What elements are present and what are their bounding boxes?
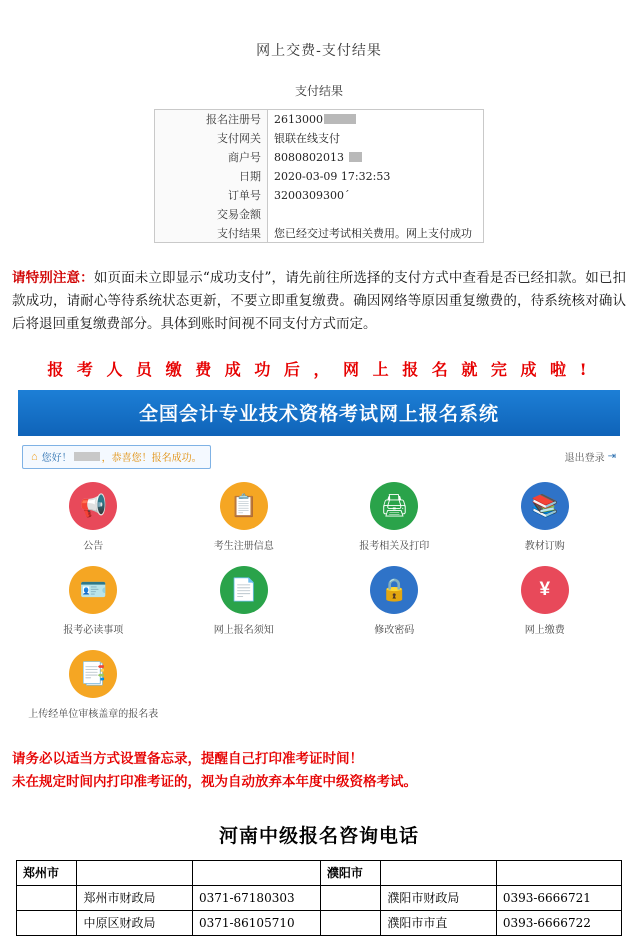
system-userbar <box>18 442 620 472</box>
upload-doc-icon: 📑 <box>69 650 117 698</box>
table-row <box>17 910 622 935</box>
warning-line-1: 请务必以适当方式设置备忘录，提醒自己打印准考证时间！ <box>12 750 363 767</box>
table-row <box>155 224 484 243</box>
system-menu-grid <box>18 472 620 734</box>
menu-item-online-payment[interactable] <box>470 566 621 636</box>
payment-result-box <box>154 82 484 243</box>
lock-icon: 🔒 <box>370 566 418 614</box>
redaction-block <box>324 114 356 124</box>
menu-item-label: 报考相关及打印 <box>359 540 430 552</box>
table-row <box>155 205 484 224</box>
cell-num-right: 0393-6666722 <box>496 910 621 935</box>
row-value: 3200309300´ <box>268 186 484 205</box>
row-label: 报名注册号 <box>155 110 268 129</box>
menu-item-label: 考生注册信息 <box>213 540 274 552</box>
table-row <box>155 148 484 167</box>
telephone-table-title: 河南中级报名咨询电话 <box>218 824 419 847</box>
cell-num-left: 0371-86105710 <box>192 910 320 935</box>
menu-item-label: 网上缴费 <box>524 624 565 636</box>
menu-item-change-password[interactable] <box>319 566 470 636</box>
logout-label: 退出登录 <box>564 453 605 465</box>
menu-item-upload-form[interactable] <box>18 650 169 720</box>
redaction-block <box>349 152 362 162</box>
exit-icon: ⇥ <box>607 451 616 463</box>
notice-text: 如页面未立即显示“成功支付”，请先前往所选择的支付方式中查看是否已经扣款。如已扣款成功，请耐心等待系统状态更新，不要立即重复缴费。确因网络等原因重复缴费的，待系统核对确认后将退回重复缴费部分。具体到账时间视不同支付方式而定。 <box>12 270 626 333</box>
document-info-icon: 📋 <box>220 482 268 530</box>
row-value: 8080802013 <box>274 150 344 164</box>
home-icon: ⌂ <box>31 450 38 463</box>
row-label: 支付网关 <box>155 129 268 148</box>
menu-item-label: 教材订购 <box>524 540 565 552</box>
cell-num-right: 0393-6666721 <box>496 885 621 910</box>
headline-banner: 报 考 人 员 缴 费 成 功 后 ， 网 上 报 名 就 完 成 啦 ! <box>47 359 591 379</box>
printer-icon: 🖨 <box>370 482 418 530</box>
megaphone-icon: 📢 <box>69 482 117 530</box>
yuan-icon: ¥ <box>521 566 569 614</box>
greeting-message: ，恭喜您！报名成功。 <box>101 453 202 465</box>
cell-city-left <box>17 885 77 910</box>
cell-org-left: 郑州市财政局 <box>77 885 193 910</box>
cell-org-right: 濮阳市财政局 <box>381 885 497 910</box>
row-value: 2020-03-09 17:32:53 <box>268 167 484 186</box>
menu-item-must-read[interactable] <box>18 566 169 636</box>
row-label: 日期 <box>155 167 268 186</box>
redaction-block <box>74 452 100 461</box>
row-value <box>268 205 484 224</box>
table-row <box>17 860 622 885</box>
row-label: 交易金额 <box>155 205 268 224</box>
cell-num-left <box>192 860 320 885</box>
page-title: 网上交费-支付结果 <box>256 43 382 59</box>
menu-item-label: 报考必读事项 <box>63 624 124 636</box>
menu-item-label: 上传经单位审核盖章的报名表 <box>28 708 159 720</box>
menu-item-online-notice[interactable] <box>169 566 320 636</box>
cell-org-left <box>77 860 193 885</box>
cell-city-right: 濮阳市 <box>320 860 380 885</box>
payment-result-table <box>154 109 484 243</box>
cell-city-left <box>17 910 77 935</box>
row-value: 您已经交过考试相关费用。网上支付成功 <box>268 224 484 243</box>
menu-item-label: 公告 <box>83 540 104 552</box>
system-banner-title: 全国会计专业技术资格考试网上报名系统 <box>138 403 499 426</box>
system-banner <box>18 390 620 436</box>
row-label: 支付结果 <box>155 224 268 243</box>
notice-paragraph <box>12 267 626 337</box>
menu-item-label: 网上报名须知 <box>213 624 274 636</box>
notice-lead: 请特别注意： <box>12 270 94 286</box>
menu-item-label: 修改密码 <box>374 624 415 636</box>
row-label: 订单号 <box>155 186 268 205</box>
id-card-icon: 🪪 <box>69 566 117 614</box>
row-value: 2613000 <box>274 112 323 126</box>
menu-item-announcement[interactable] <box>18 482 169 552</box>
cell-org-right: 濮阳市市直 <box>381 910 497 935</box>
menu-item-print[interactable] <box>319 482 470 552</box>
table-row <box>155 110 484 129</box>
menu-item-registration-info[interactable] <box>169 482 320 552</box>
cell-org-right <box>381 860 497 885</box>
greeting-prefix: 您好！ <box>41 453 72 465</box>
cell-org-left: 中原区财政局 <box>77 910 193 935</box>
warning-block <box>12 748 626 795</box>
table-row <box>155 129 484 148</box>
cell-num-right <box>496 860 621 885</box>
cell-num-left: 0371-67180303 <box>192 885 320 910</box>
books-icon: 📚 <box>521 482 569 530</box>
greeting-box <box>22 445 211 469</box>
table-row <box>17 885 622 910</box>
payment-result-title: 支付结果 <box>294 84 343 98</box>
warning-line-2: 未在规定时间内打印准考证的，视为自动放弃本年度中级资格考试。 <box>12 774 417 791</box>
cell-city-right <box>320 910 380 935</box>
system-screenshot <box>18 390 620 734</box>
cell-city-left: 郑州市 <box>17 860 77 885</box>
menu-item-textbook-order[interactable] <box>470 482 621 552</box>
row-value: 银联在线支付 <box>268 129 484 148</box>
row-label: 商户号 <box>155 148 268 167</box>
table-row <box>155 167 484 186</box>
cell-city-right <box>320 885 380 910</box>
logout-button[interactable] <box>565 449 616 464</box>
hand-doc-icon: 📄 <box>220 566 268 614</box>
table-row <box>155 186 484 205</box>
telephone-table <box>16 860 622 936</box>
